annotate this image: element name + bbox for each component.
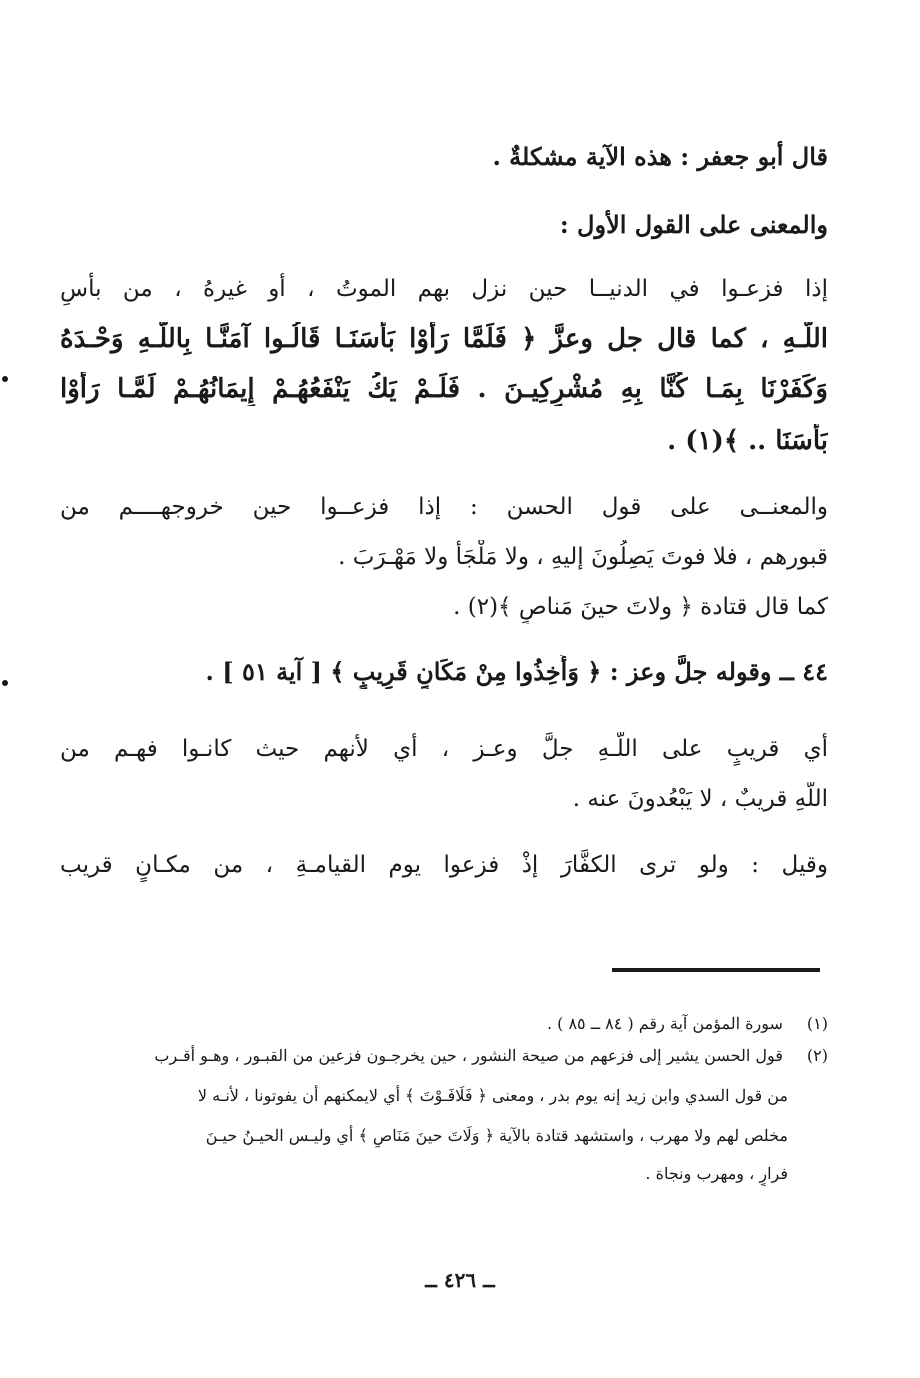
paragraph-line: أي قريبٍ على اللّـهِ جلَّ وعـز ، أي لأنهم حيث كانـوا فهـم من xyxy=(60,736,828,762)
paragraph-line: إذا فزعـوا في الدنيــا حين نزل بهم الموتُ ، أو غيرهُ ، من بأسِ xyxy=(60,276,828,302)
margin-mark xyxy=(2,376,8,382)
footnote-text: قول الحسن يشير إلى فزعهم من صيحة النشور ، حين يخرجـون فزعين من القبـور ، وهـو أقـرب xyxy=(154,1046,783,1065)
footnote-2-continued: فرارٍ ، ومهرب ونجاة . xyxy=(645,1164,788,1183)
paragraph-line: اللّهِ قريبٌ ، لا يَبْعُدونَ عنه . xyxy=(572,786,828,812)
paragraph-hasan-meaning: والمعنــى على قول الحسن : إذا فزعــوا حين خروجهــــم من xyxy=(60,494,828,520)
footnote-number: (١) xyxy=(806,1014,828,1033)
footnote-text: سورة المؤمن آية رقم ( ٨٤ ــ ٨٥ ) . xyxy=(546,1014,783,1033)
page-number: ــ ٤٢٦ ــ xyxy=(425,1268,495,1292)
quran-verse-line: اللّـهِ ، كما قال جل وعزَّ ﴿ فَلَمَّا رَأَوْا بَأْسَنَـا قَالُـوا آمَنَّـا بِاللَّـهِ وَحْـدَهُ xyxy=(60,324,828,354)
quran-verse-line: بَأْسَنَا .. ﴾(١) . xyxy=(667,426,828,456)
quran-verse-line: وَكَفَرْنَا بِمَـا كُنَّا بِهِ مُشْرِكِيـنَ . فَلَـمْ يَكُ يَنْفَعُهُـمْ إِيمَانُهُـمْ لَمَّـا رَأَوْا xyxy=(60,374,828,404)
footnote-2-continued: مخلص لهم ولا مهرب ، واستشهد قتادة بالآية ﴿ وَلَاتَ حينَ مَنَاصٍ ﴾ أي وليـس الحيـنُ حيـنَ xyxy=(205,1126,788,1145)
footnote-2 xyxy=(60,1044,828,1068)
footnote-number: (٢) xyxy=(806,1046,828,1065)
qatada-quote: كما قال قتادة ﴿ ولاتَ حينَ مَناصٍ ﴾(٢) . xyxy=(453,594,828,620)
paragraph-line: قبورهم ، فلا فوتَ يَصِلُونَ إليهِ ، ولا مَلْجَأً ولا مَهْـرَبَ . xyxy=(338,544,828,570)
footnote-2-continued: من قول السدي وابن زيد إنه يوم بدر ، ومعنى ﴿ فَلَافَـوْتَ ﴾ أي لايمكنهم أن يفوتونا ، لأنـه لا xyxy=(197,1086,788,1105)
verse-44-heading: ٤٤ ــ وقوله جلَّ وعز : ﴿ وَأُخِذُوا مِنْ مَكَانٍ قَرِيبٍ ﴾ [ آية ٥١ ] . xyxy=(205,657,828,686)
paragraph-line: وقيل : ولو ترى الكفَّارَ إذْ فزعوا يوم القيامـةِ ، من مكـانٍ قريب xyxy=(60,852,828,878)
footnote-1 xyxy=(60,1012,828,1036)
heading-first-meaning: والمعنى على القول الأول : xyxy=(559,210,828,239)
heading-abu-jafar: قال أبو جعفر : هذه الآية مشكلةٌ . xyxy=(492,142,828,171)
footnote-separator xyxy=(612,968,820,972)
margin-mark xyxy=(2,680,8,686)
